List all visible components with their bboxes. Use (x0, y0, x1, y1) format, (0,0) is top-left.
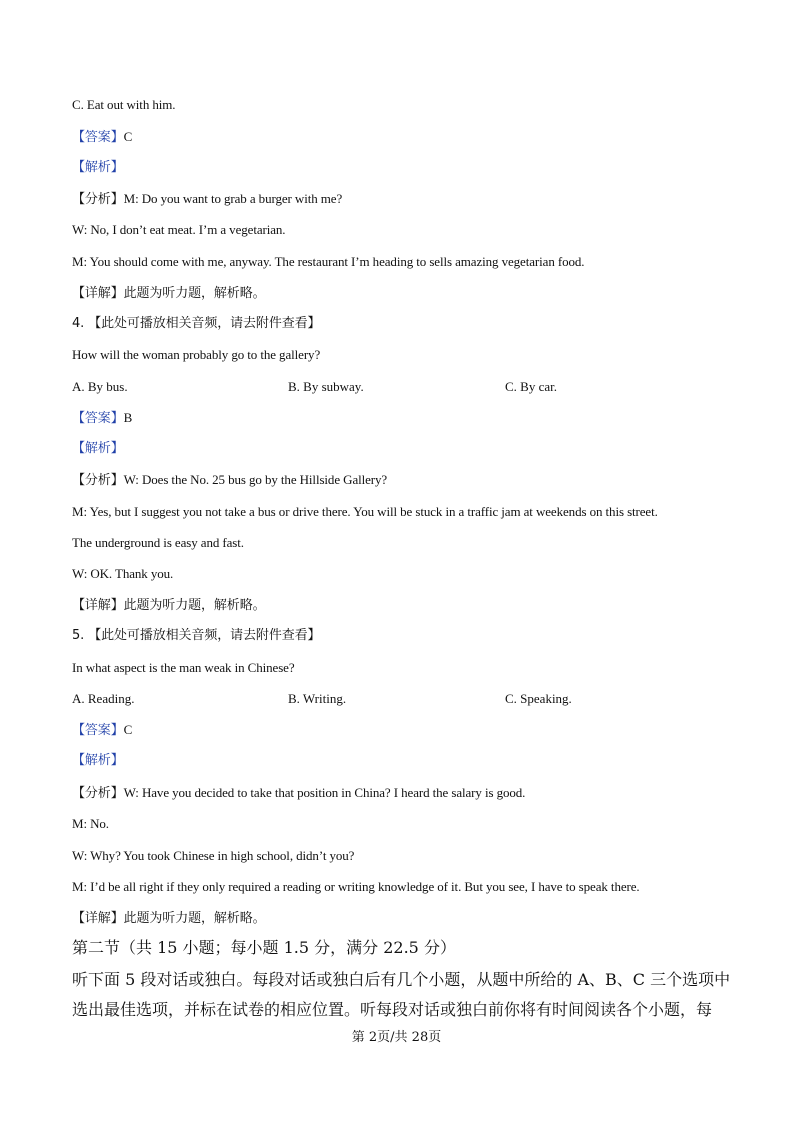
answer-value: C (123, 129, 133, 144)
q5-option-a: A. Reading. (72, 691, 135, 706)
analysis-heading: 【解析】 (72, 441, 124, 456)
analysis-tag: 【分析】 (72, 192, 124, 207)
detail-text: 此题为听力题，解析略。 (123, 598, 266, 613)
analysis-heading: 【解析】 (72, 753, 124, 768)
question-4-text: How will the woman probably go to the gallery? (72, 347, 321, 362)
answer-tag: 【答案】 (72, 411, 124, 426)
dialogue-line: The underground is easy and fast. (72, 535, 244, 550)
dialogue-line: M: You should come with me, anyway. The restaurant I’m heading to sells amazing vegetarian food. (72, 254, 585, 269)
answer-value: B (123, 410, 133, 425)
detail-line (72, 596, 266, 615)
analysis-tag: 【分析】 (72, 473, 124, 488)
page-footer: 第 2页/共 28页 (351, 1030, 442, 1045)
answer-tag: 【答案】 (72, 130, 124, 145)
answer-line-q3 (72, 128, 132, 147)
q5-option-c: C. Speaking. (505, 691, 572, 706)
dialogue-line: M: No. (72, 816, 109, 831)
analysis-tag: 【分析】 (72, 786, 124, 801)
question-5-header: 5. 【此处可播放相关音频，请去附件查看】 (72, 628, 321, 643)
dialogue-line: M: I’d be all right if they only required a reading or writing knowledge of it. But you see, I have to speak there. (72, 879, 640, 894)
answer-tag: 【答案】 (72, 723, 124, 738)
section-title: 第二节（共 15 小题；每小题 1.5 分，满分 22.5 分） (72, 938, 456, 957)
detail-text: 此题为听力题，解析略。 (123, 286, 266, 301)
dialogue-line: W: OK. Thank you. (72, 566, 174, 581)
dialogue-text: W: Have you decided to take that position in China? I heard the salary is good. (123, 785, 526, 800)
analysis-line (72, 784, 525, 803)
q4-option-c: C. By car. (505, 379, 557, 394)
dialogue-text: W: Does the No. 25 bus go by the Hillside Gallery? (123, 472, 388, 487)
detail-tag: 【详解】 (72, 911, 124, 926)
answer-line-q4 (72, 409, 132, 428)
dialogue-line: W: Why? You took Chinese in high school, didn’t you? (72, 848, 355, 863)
analysis-heading: 【解析】 (72, 160, 124, 175)
answer-line-q5 (72, 721, 132, 740)
analysis-line (72, 471, 387, 490)
section-instructions: 听下面 5 段对话或独白。每段对话或独白后有几个小题，从题中所给的 A、B、C 三个选项中 (72, 970, 731, 989)
detail-tag: 【详解】 (72, 598, 124, 613)
dialogue-line: M: Yes, but I suggest you not take a bus or drive there. You will be stuck in a traffic jam at weekends on this street. (72, 504, 658, 519)
dialogue-line: W: No, I don’t eat meat. I’m a vegetarian. (72, 222, 286, 237)
dialogue-text: M: Do you want to grab a burger with me? (123, 191, 343, 206)
question-5-text: In what aspect is the man weak in Chinese? (72, 660, 295, 675)
q5-option-b: B. Writing. (288, 691, 347, 706)
question-4-header: 4. 【此处可播放相关音频，请去附件查看】 (72, 316, 321, 331)
section-instructions: 选出最佳选项，并标在试卷的相应位置。听每段对话或独白前你将有时间阅读各个小题，每 (72, 1000, 713, 1019)
q4-option-b: B. By subway. (288, 379, 364, 394)
option-c-q3: C. Eat out with him. (72, 97, 176, 112)
detail-line (72, 909, 266, 928)
analysis-line (72, 190, 342, 209)
answer-value: C (123, 722, 133, 737)
detail-tag: 【详解】 (72, 286, 124, 301)
detail-line (72, 284, 266, 303)
q4-option-a: A. By bus. (72, 379, 128, 394)
detail-text: 此题为听力题，解析略。 (123, 911, 266, 926)
